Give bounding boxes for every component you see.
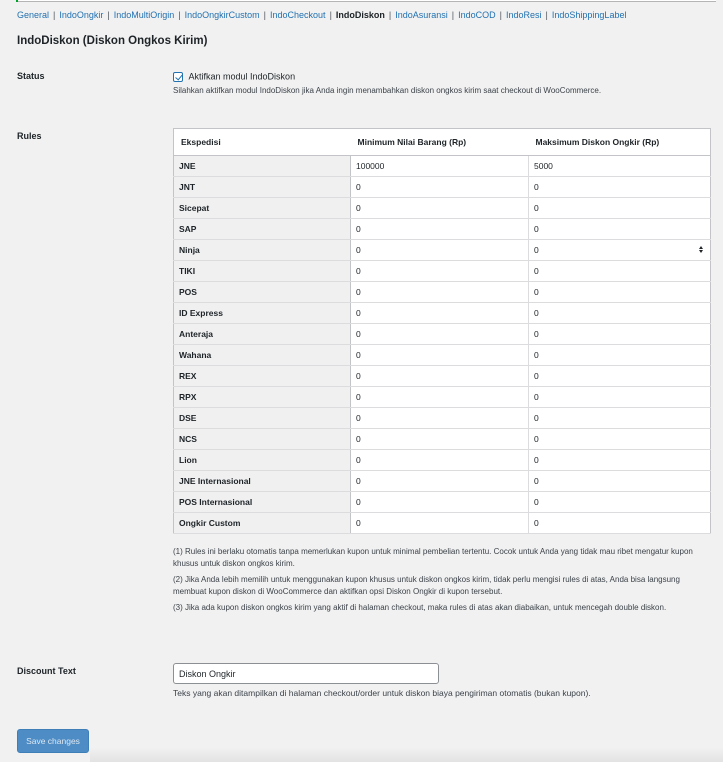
min-value-text: 0 bbox=[356, 266, 361, 276]
max-discount-text: 0 bbox=[534, 455, 539, 465]
min-value-input[interactable] bbox=[351, 492, 529, 513]
courier-name: REX bbox=[174, 366, 351, 387]
subnav-separator: | bbox=[107, 10, 110, 20]
min-value-text: 0 bbox=[356, 182, 361, 192]
min-value-text: 0 bbox=[356, 350, 361, 360]
courier-name: DSE bbox=[174, 408, 351, 429]
table-row bbox=[174, 156, 711, 177]
max-discount-text: 0 bbox=[534, 266, 539, 276]
subnav-general[interactable]: General bbox=[17, 10, 50, 20]
header-ekspedisi: Ekspedisi bbox=[174, 129, 351, 156]
min-value-input[interactable] bbox=[351, 513, 529, 534]
table-row bbox=[174, 513, 711, 534]
max-discount-input[interactable] bbox=[529, 513, 711, 534]
max-discount-input[interactable] bbox=[529, 303, 711, 324]
status-checkbox-label[interactable]: Aktifkan modul IndoDiskon bbox=[188, 71, 296, 82]
max-discount-input[interactable] bbox=[529, 450, 711, 471]
max-discount-text: 0 bbox=[534, 518, 539, 528]
subnav-indoongkir[interactable]: IndoOngkir bbox=[59, 10, 104, 20]
table-row bbox=[174, 387, 711, 408]
subnav-indocheckout[interactable]: IndoCheckout bbox=[270, 10, 326, 20]
courier-name: Wahana bbox=[174, 345, 351, 366]
max-discount-text: 0 bbox=[534, 434, 539, 444]
min-value-input[interactable] bbox=[351, 345, 529, 366]
max-discount-input[interactable] bbox=[529, 345, 711, 366]
min-value-text: 100000 bbox=[356, 161, 385, 171]
max-discount-text: 0 bbox=[534, 413, 539, 423]
subnav-separator: | bbox=[263, 10, 267, 20]
header-maximum: Maksimum Diskon Ongkir (Rp) bbox=[529, 129, 711, 156]
courier-name: JNE Internasional bbox=[174, 471, 351, 492]
notice-accent bbox=[16, 0, 18, 2]
min-value-text: 0 bbox=[356, 329, 361, 339]
courier-name: POS bbox=[174, 282, 351, 303]
max-discount-input[interactable] bbox=[529, 198, 711, 219]
min-value-input[interactable] bbox=[351, 156, 529, 177]
min-value-input[interactable] bbox=[351, 408, 529, 429]
min-value-input[interactable] bbox=[351, 282, 529, 303]
max-discount-text: 0 bbox=[534, 308, 539, 318]
min-value-input[interactable] bbox=[351, 450, 529, 471]
courier-name: Anteraja bbox=[174, 324, 351, 345]
rules-notes bbox=[173, 546, 713, 618]
table-row bbox=[174, 240, 711, 261]
subnav-indoresi[interactable]: IndoResi bbox=[506, 10, 542, 20]
min-value-input[interactable] bbox=[351, 219, 529, 240]
status-checkbox[interactable] bbox=[173, 72, 183, 82]
min-value-text: 0 bbox=[356, 371, 361, 381]
discount-text-label: Discount Text bbox=[17, 666, 76, 676]
status-description: Silahkan aktifkan modul IndoDiskon jika Anda ingin menambahkan diskon ongkos kirim saat checkout di WooCommerce. bbox=[173, 86, 602, 95]
footer-shadow bbox=[90, 748, 723, 762]
min-value-text: 0 bbox=[356, 224, 361, 234]
max-discount-text: 0 bbox=[534, 329, 539, 339]
subnav-separator: | bbox=[545, 10, 548, 20]
courier-name: ID Express bbox=[174, 303, 351, 324]
min-value-input[interactable] bbox=[351, 387, 529, 408]
min-value-input[interactable] bbox=[351, 471, 529, 492]
table-row bbox=[174, 366, 711, 387]
max-discount-text: 0 bbox=[534, 371, 539, 381]
courier-name: JNE bbox=[174, 156, 351, 177]
number-spinner-icon[interactable] bbox=[698, 245, 704, 256]
rules-note: (2) Jika Anda lebih memilih untuk menggunakan kupon khusus untuk diskon ongkos kirim, tidak perlu mengisi rules di atas, Anda bisa langsung membuat kupon diskon di WooCommerce dan aktifkan opsi Diskon Ongkir di kupon tersebut. bbox=[173, 575, 680, 596]
min-value-text: 0 bbox=[356, 203, 361, 213]
courier-name: RPX bbox=[174, 387, 351, 408]
max-discount-input[interactable] bbox=[529, 156, 711, 177]
courier-name: Lion bbox=[174, 450, 351, 471]
subnav-separator: | bbox=[53, 10, 56, 20]
subnav-indoasuransi[interactable]: IndoAsuransi bbox=[395, 10, 448, 20]
min-value-input[interactable] bbox=[351, 303, 529, 324]
subnav-separator: | bbox=[451, 10, 455, 20]
top-notice-edge bbox=[16, 0, 716, 2]
subnav-indocod[interactable]: IndoCOD bbox=[458, 10, 496, 20]
min-value-text: 0 bbox=[356, 413, 361, 423]
table-row bbox=[174, 429, 711, 450]
save-changes-button[interactable]: Save changes bbox=[17, 729, 89, 753]
max-discount-text: 0 bbox=[534, 392, 539, 402]
spinner-up-icon[interactable] bbox=[699, 246, 703, 249]
max-discount-text: 0 bbox=[534, 245, 539, 255]
min-value-input[interactable] bbox=[351, 366, 529, 387]
courier-name: Ninja bbox=[174, 240, 351, 261]
courier-name: Ongkir Custom bbox=[174, 513, 351, 534]
max-discount-input[interactable] bbox=[529, 261, 711, 282]
min-value-input[interactable] bbox=[351, 324, 529, 345]
discount-text-input[interactable] bbox=[173, 663, 439, 684]
max-discount-input[interactable] bbox=[529, 492, 711, 513]
courier-name: POS Internasional bbox=[174, 492, 351, 513]
max-discount-input[interactable] bbox=[529, 177, 711, 198]
max-discount-text: 0 bbox=[534, 224, 539, 234]
table-row bbox=[174, 324, 711, 345]
max-discount-text: 0 bbox=[534, 182, 539, 192]
max-discount-text: 0 bbox=[534, 203, 539, 213]
min-value-input[interactable] bbox=[351, 177, 529, 198]
table-row bbox=[174, 450, 711, 471]
min-value-text: 0 bbox=[356, 287, 361, 297]
min-value-text: 0 bbox=[356, 497, 361, 507]
header-minimum: Minimum Nilai Barang (Rp) bbox=[351, 129, 529, 156]
status-field bbox=[173, 71, 295, 82]
table-row bbox=[174, 408, 711, 429]
discount-text-description: Teks yang akan ditampilkan di halaman checkout/order untuk diskon biaya pengiriman otomatis (bukan kupon). bbox=[173, 688, 591, 698]
min-value-text: 0 bbox=[356, 434, 361, 444]
max-discount-input[interactable] bbox=[529, 471, 711, 492]
table-row bbox=[174, 471, 711, 492]
rules-body bbox=[174, 156, 711, 534]
max-discount-input[interactable] bbox=[529, 408, 711, 429]
page-title: IndoDiskon (Diskon Ongkos Kirim) bbox=[17, 35, 208, 47]
courier-name: JNT bbox=[174, 177, 351, 198]
rules-header-row bbox=[174, 129, 711, 156]
min-value-input[interactable] bbox=[351, 240, 529, 261]
min-value-text: 0 bbox=[356, 308, 361, 318]
max-discount-text: 0 bbox=[534, 476, 539, 486]
table-row bbox=[174, 303, 711, 324]
max-discount-text: 0 bbox=[534, 287, 539, 297]
table-row bbox=[174, 177, 711, 198]
subnav-indoongkircustom[interactable]: IndoOngkirCustom bbox=[184, 10, 260, 20]
courier-name: SAP bbox=[174, 219, 351, 240]
subnav-separator: | bbox=[499, 10, 503, 20]
courier-name: TIKI bbox=[174, 261, 351, 282]
subnav-separator: | bbox=[178, 10, 181, 20]
status-label: Status bbox=[17, 71, 45, 81]
max-discount-input[interactable] bbox=[529, 240, 711, 261]
table-row bbox=[174, 345, 711, 366]
rules-note: (1) Rules ini berlaku otomatis tanpa memerlukan kupon untuk minimal pembelian tertentu. Cocok untuk Anda yang tidak mau ribet mengatur kupon khusus untuk diskon ongkos kirim. bbox=[173, 547, 693, 568]
min-value-text: 0 bbox=[356, 476, 361, 486]
table-row bbox=[174, 219, 711, 240]
max-discount-input[interactable] bbox=[529, 324, 711, 345]
table-row bbox=[174, 261, 711, 282]
max-discount-text: 0 bbox=[534, 350, 539, 360]
subnav-separator: | bbox=[388, 10, 392, 20]
min-value-input[interactable] bbox=[351, 261, 529, 282]
max-discount-input[interactable] bbox=[529, 429, 711, 450]
subnav-indoshippinglabel[interactable]: IndoShippingLabel bbox=[551, 10, 627, 20]
min-value-text: 0 bbox=[356, 392, 361, 402]
min-value-text: 0 bbox=[356, 455, 361, 465]
rules-label: Rules bbox=[17, 131, 42, 141]
min-value-input[interactable] bbox=[351, 198, 529, 219]
max-discount-text: 5000 bbox=[534, 161, 553, 171]
subnav-indomultiorigin[interactable]: IndoMultiOrigin bbox=[113, 10, 175, 20]
table-row bbox=[174, 282, 711, 303]
spinner-down-icon[interactable] bbox=[699, 250, 703, 253]
max-discount-text: 0 bbox=[534, 497, 539, 507]
max-discount-input[interactable] bbox=[529, 282, 711, 303]
subnav-indodiskon: IndoDiskon bbox=[335, 10, 385, 20]
table-row bbox=[174, 492, 711, 513]
rules-note: (3) Jika ada kupon diskon ongkos kirim yang aktif di halaman checkout, maka rules di atas akan diabaikan, untuk mencegah double diskon. bbox=[173, 603, 667, 612]
courier-name: NCS bbox=[174, 429, 351, 450]
min-value-text: 0 bbox=[356, 518, 361, 528]
subnav-separator: | bbox=[329, 10, 332, 20]
min-value-input[interactable] bbox=[351, 429, 529, 450]
min-value-text: 0 bbox=[356, 245, 361, 255]
max-discount-input[interactable] bbox=[529, 387, 711, 408]
max-discount-input[interactable] bbox=[529, 219, 711, 240]
courier-name: Sicepat bbox=[174, 198, 351, 219]
max-discount-input[interactable] bbox=[529, 366, 711, 387]
rules-table bbox=[173, 128, 711, 534]
settings-subnav bbox=[17, 9, 626, 21]
table-row bbox=[174, 198, 711, 219]
